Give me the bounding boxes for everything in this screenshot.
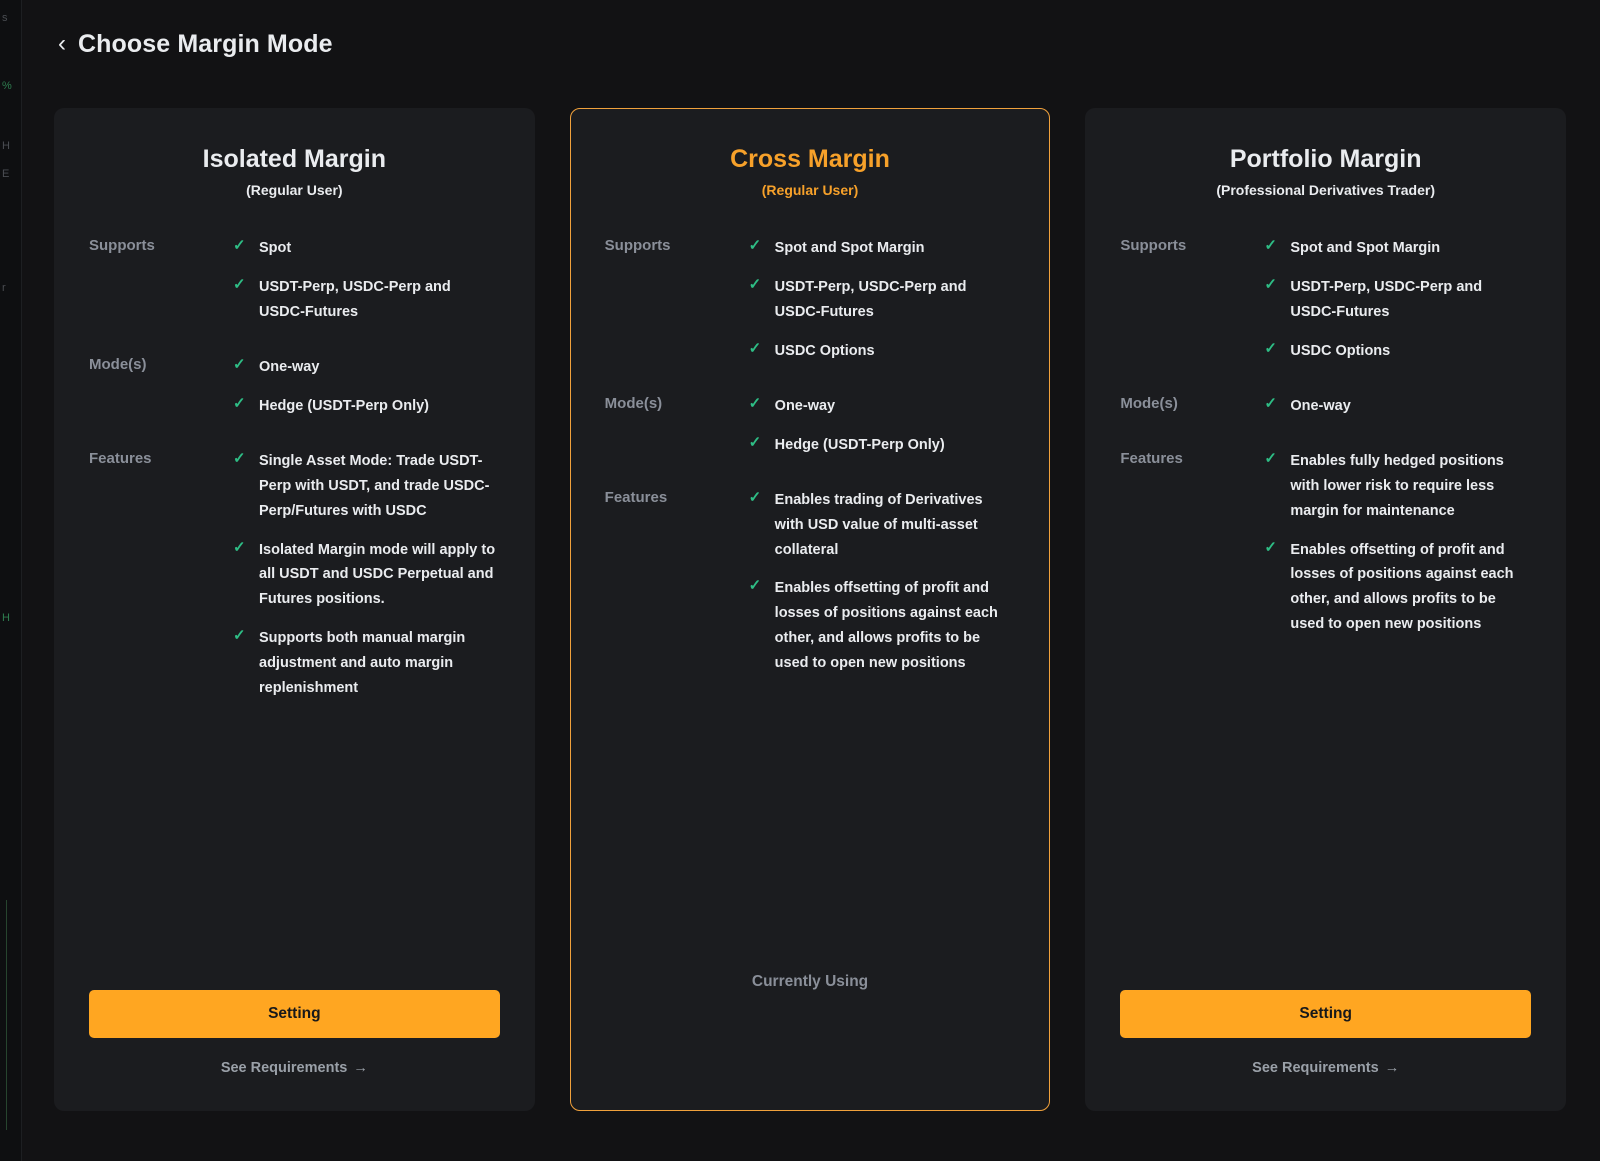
list-item bbox=[749, 433, 1016, 458]
margin-mode-card-isolated[interactable] bbox=[54, 108, 535, 1111]
list-item-text: Isolated Margin mode will apply to all USDT and USDC Perpetual and Futures positions. bbox=[259, 541, 496, 608]
card-title: Portfolio Margin bbox=[1229, 145, 1422, 173]
features-items bbox=[233, 449, 500, 701]
modes-section bbox=[1120, 394, 1531, 419]
card-subtitle: (Regular User) bbox=[761, 182, 859, 198]
supports-label: Supports bbox=[604, 237, 671, 254]
setting-button[interactable]: Setting bbox=[89, 990, 500, 1038]
see-requirements-link[interactable] bbox=[89, 1060, 500, 1076]
card-title: Isolated Margin bbox=[202, 145, 387, 173]
check-icon: ✓ bbox=[233, 449, 246, 467]
check-icon: ✓ bbox=[1264, 394, 1277, 412]
bg-fragment-3: H bbox=[2, 140, 10, 152]
arrow-right-icon: → bbox=[353, 1060, 368, 1076]
page-title: Choose Margin Mode bbox=[78, 30, 333, 58]
modes-section bbox=[89, 355, 500, 419]
features-section bbox=[605, 488, 1016, 677]
card-footer bbox=[1120, 990, 1531, 1076]
check-icon: ✓ bbox=[748, 275, 762, 293]
check-icon: ✓ bbox=[233, 627, 246, 645]
bg-fragment-5: r bbox=[2, 282, 6, 294]
list-item bbox=[233, 355, 500, 380]
supports-label: Supports bbox=[1120, 237, 1187, 254]
arrow-right-icon: → bbox=[1384, 1060, 1400, 1076]
list-item-text: Spot bbox=[259, 240, 292, 256]
check-icon: ✓ bbox=[233, 538, 246, 556]
list-item bbox=[233, 538, 500, 613]
check-icon: ✓ bbox=[233, 355, 246, 373]
features-label: Features bbox=[604, 488, 668, 506]
list-item bbox=[1264, 236, 1531, 261]
supports-section bbox=[1120, 236, 1531, 364]
card-title: Cross Margin bbox=[730, 145, 890, 173]
check-icon: ✓ bbox=[748, 488, 762, 506]
list-item-text: Supports both manual margin adjustment and auto margin replenishment bbox=[259, 630, 466, 697]
list-item bbox=[233, 394, 500, 419]
check-icon: ✓ bbox=[748, 394, 762, 412]
chevron-left-icon[interactable]: ‹ bbox=[58, 29, 66, 57]
margin-mode-card-list bbox=[54, 108, 1566, 1111]
margin-mode-panel bbox=[22, 0, 1600, 1161]
supports-section bbox=[89, 236, 500, 325]
list-item-text: Enables fully hedged positions with lower risk to require less margin for maintenance bbox=[1290, 452, 1504, 519]
check-icon: ✓ bbox=[748, 237, 762, 254]
modes-items bbox=[1264, 394, 1531, 419]
supports-label: Supports bbox=[89, 237, 155, 254]
list-item bbox=[749, 576, 1016, 676]
supports-items bbox=[1264, 236, 1531, 364]
check-icon: ✓ bbox=[233, 275, 246, 293]
list-item bbox=[233, 449, 500, 524]
supports-items bbox=[749, 236, 1016, 364]
list-item-text: Hedge (USDT-Perp Only) bbox=[259, 397, 429, 414]
list-item-text: Spot and Spot Margin bbox=[1290, 240, 1441, 256]
list-item-text: Single Asset Mode: Trade USDT-Perp with USDT, and trade USDC-Perp/Futures with USDC bbox=[259, 452, 490, 519]
features-items bbox=[1264, 449, 1531, 638]
bg-fragment-4: E bbox=[2, 168, 10, 180]
list-item bbox=[1264, 538, 1531, 638]
modes-items bbox=[233, 355, 500, 419]
card-subtitle: (Regular User) bbox=[246, 182, 343, 198]
list-item bbox=[749, 488, 1016, 563]
list-item bbox=[233, 626, 500, 701]
bg-fragment-1: s bbox=[2, 12, 8, 24]
check-icon: ✓ bbox=[748, 577, 762, 595]
list-item-text: Hedge (USDT-Perp Only) bbox=[774, 436, 945, 453]
features-label: Features bbox=[1120, 449, 1183, 467]
list-item-text: Spot and Spot Margin bbox=[774, 240, 925, 256]
list-item bbox=[1264, 449, 1531, 524]
list-item-text: USDT-Perp, USDC-Perp and USDC-Futures bbox=[1290, 278, 1483, 320]
see-requirements-link[interactable] bbox=[1120, 1060, 1531, 1076]
list-item-text: Enables offsetting of profit and losses of positions against each other, and allows profits to be used to open new positions bbox=[774, 580, 998, 672]
modes-label: Mode(s) bbox=[89, 355, 147, 373]
features-section bbox=[1120, 449, 1531, 638]
card-footer bbox=[605, 958, 1016, 1076]
list-item-text: Enables offsetting of profit and losses of positions against each other, and allows profits to be used to open new positions bbox=[1290, 541, 1514, 633]
check-icon: ✓ bbox=[233, 237, 246, 254]
list-item bbox=[1264, 275, 1531, 325]
features-label: Features bbox=[89, 449, 152, 467]
list-item-text: One-way bbox=[774, 397, 836, 414]
check-icon: ✓ bbox=[1264, 538, 1277, 556]
margin-mode-card-portfolio[interactable] bbox=[1085, 108, 1566, 1111]
check-icon: ✓ bbox=[1264, 237, 1277, 254]
features-items bbox=[749, 488, 1016, 677]
supports-items bbox=[233, 236, 500, 325]
list-item-text: USDT-Perp, USDC-Perp and USDC-Futures bbox=[259, 278, 451, 320]
list-item bbox=[749, 275, 1016, 325]
check-icon: ✓ bbox=[748, 339, 762, 357]
check-icon: ✓ bbox=[1264, 339, 1277, 357]
list-item-text: Enables trading of Derivatives with USD value of multi-asset collateral bbox=[774, 491, 983, 558]
list-item-text: USDT-Perp, USDC-Perp and USDC-Futures bbox=[774, 278, 967, 320]
see-requirements-label: See Requirements bbox=[1252, 1060, 1379, 1076]
features-section bbox=[89, 449, 500, 701]
bg-fragment-6: H bbox=[2, 612, 10, 624]
card-subtitle: (Professional Derivatives Trader) bbox=[1216, 182, 1435, 198]
setting-button[interactable]: Setting bbox=[1120, 990, 1531, 1038]
list-item bbox=[1264, 394, 1531, 419]
list-item-text: One-way bbox=[259, 358, 320, 375]
list-item-text: USDC Options bbox=[1290, 342, 1391, 359]
check-icon: ✓ bbox=[748, 433, 762, 451]
card-footer bbox=[89, 990, 500, 1076]
panel-header bbox=[58, 30, 333, 59]
footer-spacer bbox=[605, 1006, 1016, 1076]
see-requirements-label: See Requirements bbox=[220, 1060, 348, 1076]
check-icon: ✓ bbox=[1264, 275, 1277, 293]
check-icon: ✓ bbox=[1264, 449, 1277, 467]
background-page-sliver bbox=[0, 0, 22, 1161]
list-item-text: USDC Options bbox=[774, 342, 875, 359]
margin-mode-card-cross[interactable] bbox=[570, 108, 1051, 1111]
modes-section bbox=[605, 394, 1016, 458]
modes-items bbox=[749, 394, 1016, 458]
list-item bbox=[749, 236, 1016, 261]
list-item bbox=[749, 394, 1016, 419]
list-item bbox=[233, 275, 500, 325]
bg-divider bbox=[6, 900, 7, 1130]
bg-fragment-2: % bbox=[2, 80, 12, 92]
list-item-text: One-way bbox=[1290, 397, 1351, 414]
supports-section bbox=[605, 236, 1016, 364]
currently-using-status: Currently Using bbox=[751, 973, 869, 990]
check-icon: ✓ bbox=[233, 394, 246, 412]
list-item bbox=[749, 339, 1016, 364]
list-item bbox=[1264, 339, 1531, 364]
modes-label: Mode(s) bbox=[1120, 394, 1178, 412]
modes-label: Mode(s) bbox=[604, 394, 663, 412]
list-item bbox=[233, 236, 500, 261]
